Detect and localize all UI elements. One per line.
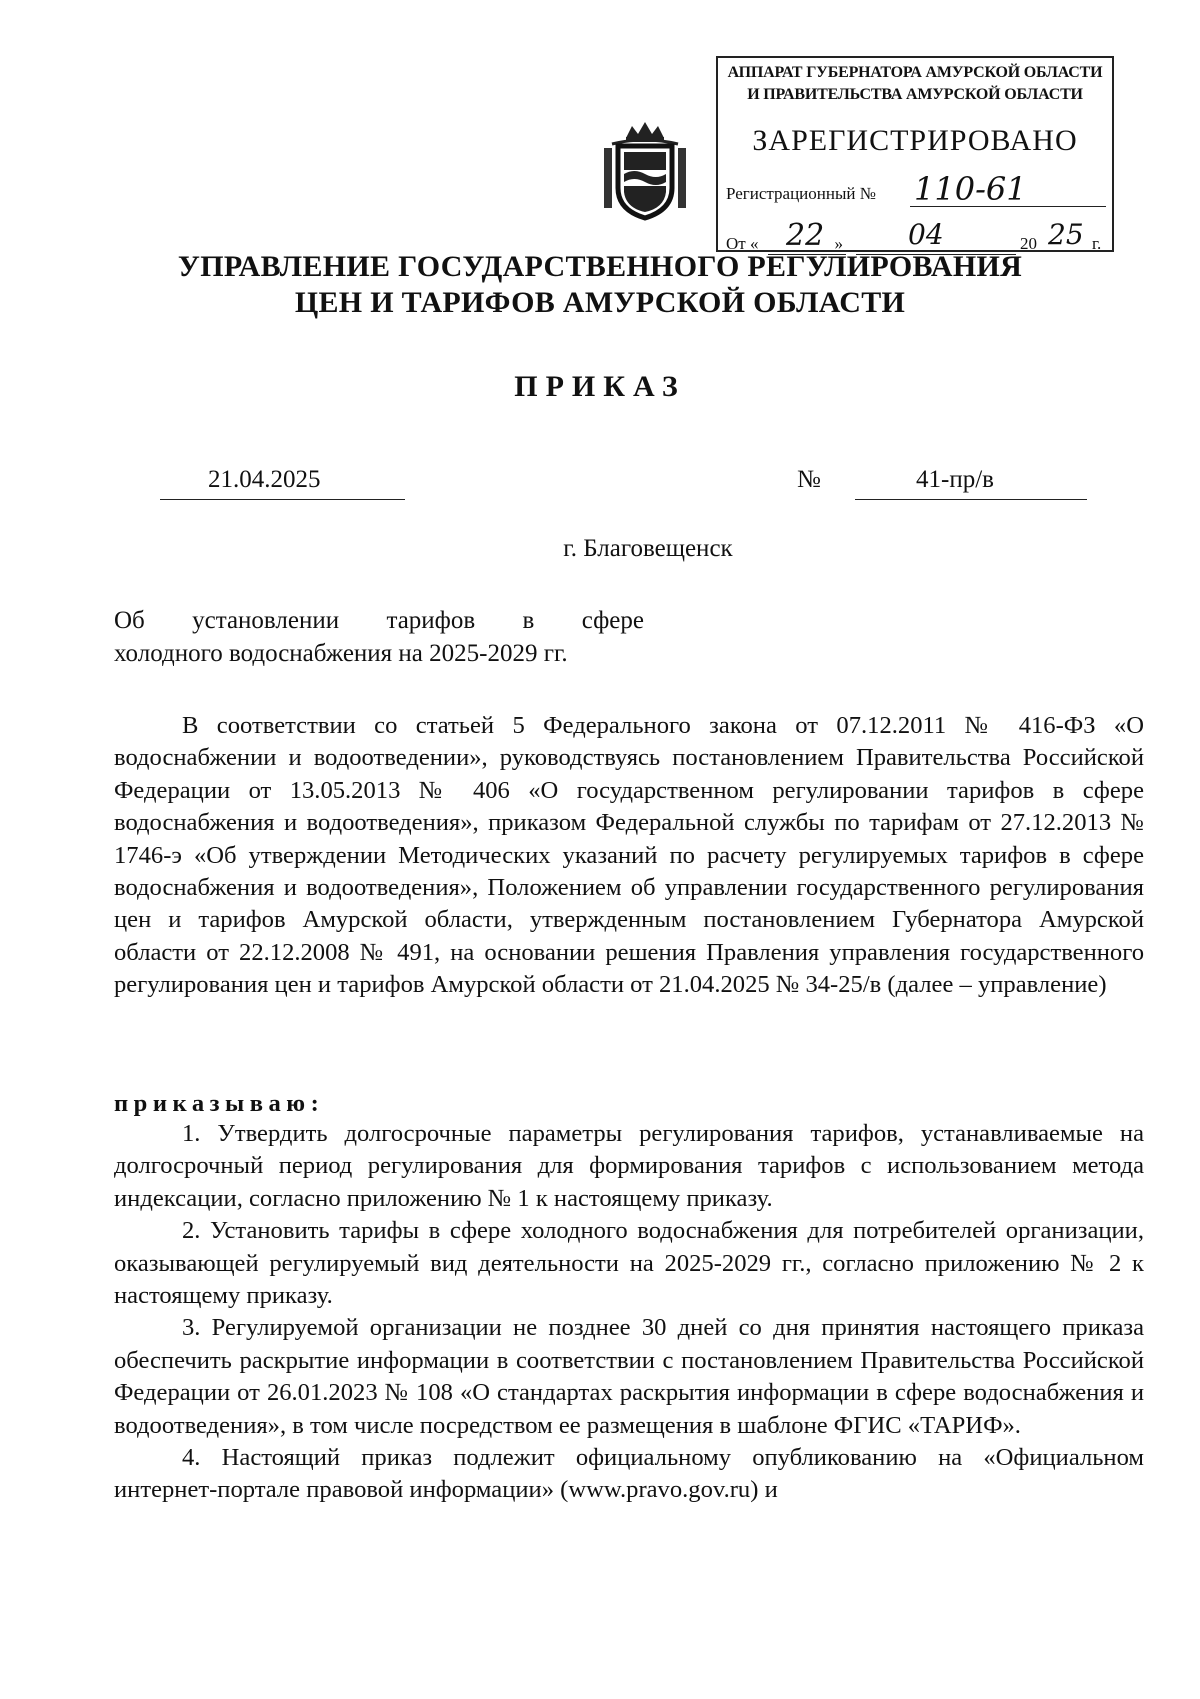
order-item-3: 3. Регулируемой организации не позднее 30 дней со дня принятия настоящего приказа обеспечить раскрытие информации в соответствии с постановлением Правительства Российской Федерации от 26.01.2023 № 108 «О стандартах раскрытия информации в сфере водоснабжения и водоотведения», в том числе посредством ее размещения в шаблоне ФГИС «ТАРИФ».: [114, 1314, 1144, 1439]
agency-title-line1: УПРАВЛЕНИЕ ГОСУДАРСТВЕННОГО РЕГУЛИРОВАНИЯ: [177, 250, 1023, 283]
subject-line1: [114, 604, 644, 637]
subject-word: в: [522, 607, 535, 634]
orders-word: приказываю:: [114, 1090, 325, 1117]
order-number-sign: №: [797, 466, 821, 493]
stamp-reg-number-label: Регистрационный №: [726, 184, 876, 203]
order-date: 21.04.2025: [208, 466, 321, 493]
subject-word: сфере: [581, 607, 644, 634]
subject-word: установлении: [192, 607, 340, 634]
stamp-number-underline: [910, 206, 1106, 207]
stamp-registered: ЗАРЕГИСТРИРОВАНО: [752, 124, 1078, 157]
stamp-date-month: 04: [908, 218, 944, 251]
agency-title-line2: ЦЕН И ТАРИФОВ АМУРСКОЙ ОБЛАСТИ: [294, 286, 906, 319]
order-subject: [114, 604, 644, 670]
stamp-year-suffix: 25: [1048, 218, 1084, 251]
stamp-year-g: г.: [1092, 234, 1102, 253]
registration-stamp: [716, 56, 1114, 252]
stamp-date-open: От «: [726, 234, 759, 253]
stamp-year-prefix: 20: [1020, 234, 1037, 253]
stamp-date-close: »: [834, 234, 843, 253]
stamp-reg-number-value: 110-61: [914, 170, 1027, 208]
stamp-date-day: 22: [786, 218, 825, 253]
order-item-4: 4. Настоящий приказ подлежит официальному опубликованию на «Официальном интернет-портале правовой информации» (www.pravo.gov.ru) и: [114, 1444, 1144, 1504]
subject-word: тарифов: [386, 607, 476, 634]
order-item-2: 2. Установить тарифы в сфере холодного водоснабжения для потребителей организации, оказывающей регулируемый вид деятельности на 2025-2029 гг., согласно приложению № 2 к настоящему приказу.: [114, 1217, 1144, 1310]
order-item-1: 1. Утвердить долгосрочные параметры регулирования тарифов, устанавливаемые на долгосрочный период регулирования для формирования тарифов с использованием метода индексации, согласно приложению № 1 к настоящему приказу.: [114, 1120, 1144, 1212]
document-type-title: ПРИКАЗ: [514, 370, 686, 403]
coat-of-arms-emblem: [604, 118, 686, 222]
subject-word: Об: [114, 607, 145, 634]
city: г. Благовещенск: [563, 535, 733, 562]
order-items: [114, 1118, 1144, 1507]
subject-line2: холодного водоснабжения на 2025-2029 гг.: [114, 640, 568, 667]
preamble-paragraph: В соответствии со статьей 5 Федерального закона от 07.12.2011 № 416-ФЗ «О водоснабжении и водоотведении», руководствуясь постановлением Правительства Российской Федерации от 13.05.2013 № 406 «О государственном регулировании тарифов в сфере водоснабжения и водоотведения», приказом Федеральной службы по тарифам от 27.12.2013 № 1746-э «Об утверждении Методических указаний по расчету регулируемых тарифов в сфере водоснабжения и водоотведения», Положением об управлении государственного регулирования цен и тарифов Амурской области, утвержденным постановлением Губернатора Амурской области от 22.12.2008 № 491, на основании решения Правления управления государственного регулирования цен и тарифов Амурской области от 21.04.2025 № 34-25/в (далее – управление): [114, 712, 1144, 999]
stamp-org-line1: АППАРАТ ГУБЕРНАТОРА АМУРСКОЙ ОБЛАСТИ: [727, 64, 1103, 81]
order-date-underline: [160, 499, 405, 500]
order-number-underline: [855, 499, 1087, 500]
stamp-org-line2: И ПРАВИТЕЛЬСТВА АМУРСКОЙ ОБЛАСТИ: [747, 86, 1083, 103]
order-number: 41-пр/в: [916, 466, 994, 493]
preamble-section: [114, 710, 1144, 1002]
